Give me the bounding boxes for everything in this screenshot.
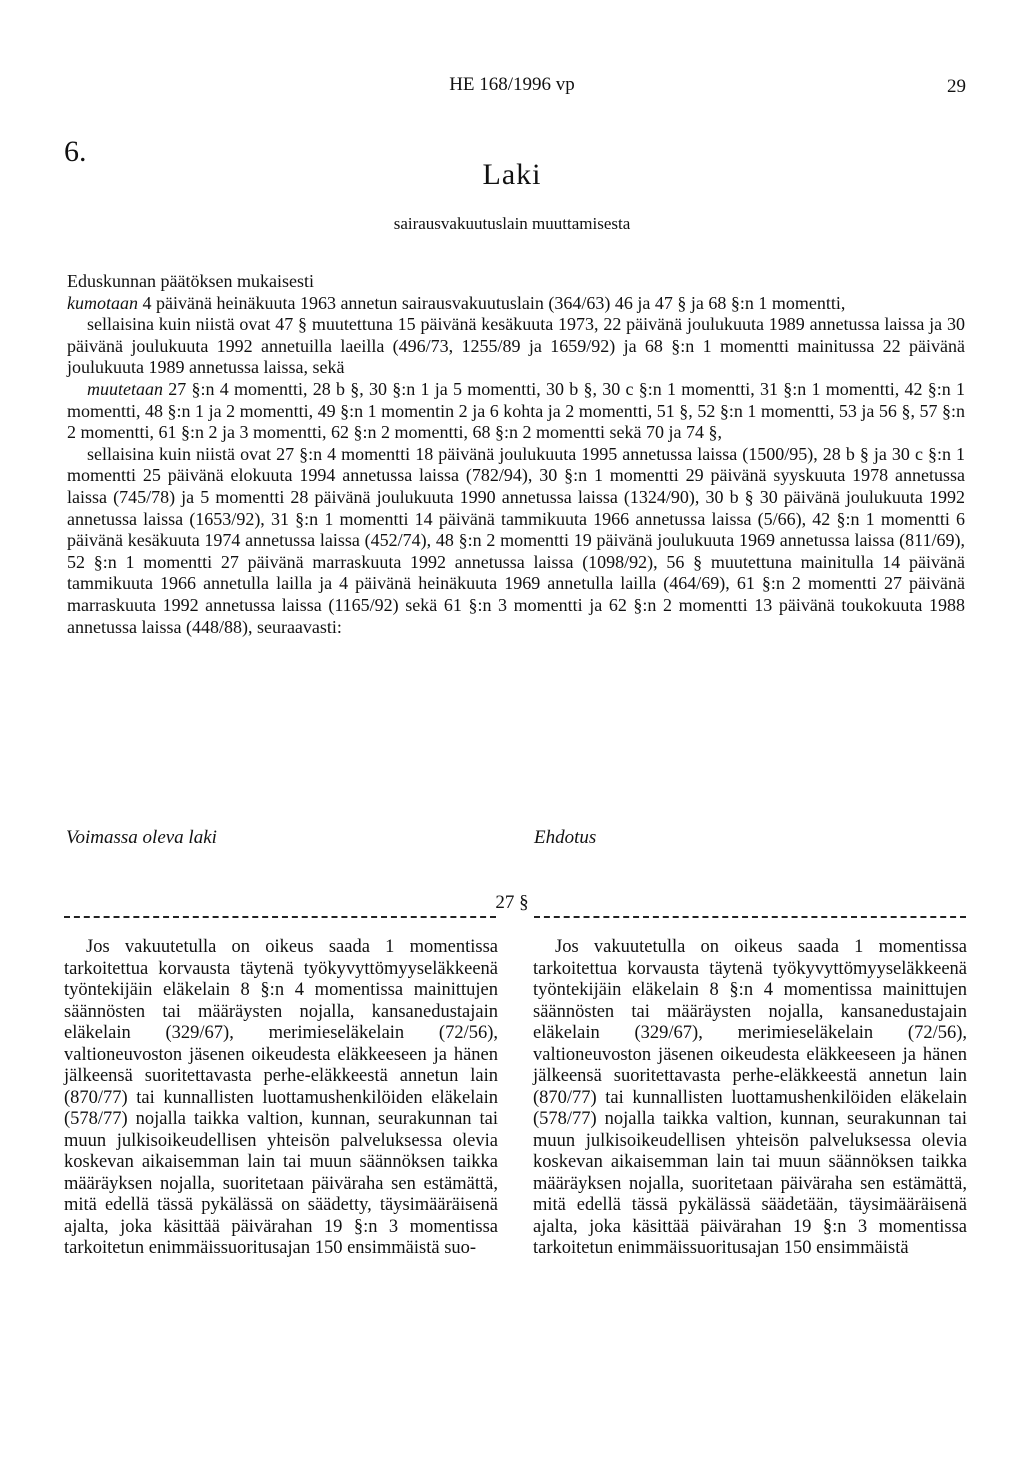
omission-line-left: [64, 916, 496, 918]
section-number: 6.: [64, 135, 87, 168]
repeal-detail: sellaisina kuin niistä ovat 47 § muutettuna 15 päivänä kesäkuuta 1973, 22 päivänä joulukuuta 1989 annetussa laissa ja 30 päivänä joulukuuta 1992 annetuilla laeilla (496/73, 1255/89 ja 1659/92) ja 68 §:n 1 momentti mainitussa 22 päivänä joulukuuta 1989 annetussa laissa, sekä: [67, 314, 965, 378]
law-title: Laki: [482, 158, 542, 191]
preamble-intro: Eduskunnan päätöksen mukaisesti: [67, 271, 314, 291]
amend-paragraph: [67, 379, 965, 444]
amend-keyword: muutetaan: [87, 378, 163, 399]
preamble: [67, 271, 965, 638]
document-id: HE 168/1996 vp: [449, 74, 575, 95]
repeal-keyword: kumotaan: [67, 292, 138, 313]
current-law-heading: Voimassa oleva laki: [66, 827, 217, 848]
proposal-heading: Ehdotus: [534, 827, 597, 848]
current-law-text: Jos vakuutetulla on oikeus saada 1 momentissa tarkoitettua korvausta täytenä työkyvyttömyyseläkkeenä työntekijäin eläkelain 8 §:n 4 momentissa mainittujen säännösten tai määräysten nojalla, kansanedustajain eläkelain (329/67), merimieseläkelain (72/56), valtioneuvoston jäsenen oikeudesta eläkkeeseen ja hänen jälkeensä suoritettavasta perhe-eläkkeestä annetun lain (870/77) tai kunnallisten luottamushenkilöiden eläkelain (578/77) nojalla taikka valtion, kunnan, seurakunnan tai muun julkisoikeudellisen yhteisön palveluksessa olevia koskevan aikaisemman lain tai muun säännöksen taikka määräyksen nojalla, suoritetaan päiväraha sen estämättä, mitä edellä tässä pykälässä on säädetty, täysimääräisenä ajalta, joka käsittää päivärahan 19 §:n 3 momentissa tarkoitetun enimmäissuoritusajan 150 ensimmäistä suo-: [64, 937, 498, 1258]
repeal-paragraph: [67, 293, 965, 315]
law-subtitle: sairausvakuutuslain muuttamisesta: [393, 214, 631, 233]
current-law-column: [64, 937, 498, 1260]
amend-detail: sellaisina kuin niistä ovat 27 §:n 4 momentti 18 päivänä joulukuuta 1995 annetussa laissa (1500/95), 28 b § ja 30 c §:n 1 momentti 25 päivänä elokuuta 1994 annetussa laissa (782/94), 30 §:n 1 momentti 29 päivänä syyskuuta 1978 annetussa laissa (745/78) ja 5 momentti 28 päivänä joulukuuta 1990 annetussa laissa (1324/90), 30 b § 30 päivänä joulukuuta 1992 annetussa laissa (1653/92), 31 §:n 1 momentti 14 päivänä tammikuuta 1966 annetussa laissa (5/66), 42 §:n 1 momentti 6 päivänä kesäkuuta 1974 annetussa laissa (452/74), 48 §:n 2 momentti 19 päivänä joulukuuta 1969 annetussa laissa (811/69), 52 §:n 1 momentti 27 päivänä marraskuuta 1992 annetussa laissa (1098/92), 56 § muutettuna mainitulla 14 päivänä tammikuuta 1966 annetulla lailla ja 4 päivänä heinäkuuta 1969 annetulla lailla (464/69), 61 §:n 2 momentti 27 päivänä marraskuuta 1992 annetussa laissa (1165/92) sekä 61 §:n 3 momentti ja 62 §:n 2 momentti 13 päivänä toukokuuta 1988 annetussa laissa (448/88), seuraavasti:: [67, 443, 965, 637]
proposal-text: Jos vakuutetulla on oikeus saada 1 momentissa tarkoitettua korvausta täytenä työkyvyttömyyseläkkeenä työntekijäin eläkelain 8 §:n 4 momentissa mainittujen säännösten tai määräysten nojalla, kansanedustajain eläkelain (329/67), merimieseläkelain (72/56), valtioneuvoston jäsenen oikeudesta eläkkeeseen ja hänen jälkeensä suoritettavasta perhe-eläkkeestä annetun lain (870/77) tai kunnallisten luottamushenkilöiden eläkelain (578/77) nojalla taikka valtion, kunnan, seurakunnan tai muun julkisoikeudellisen yhteisön palveluksessa olevia koskevan aikaisemman lain tai muun säännöksen taikka määräyksen nojalla, suoritetaan päiväraha sen estämättä, mitä edellä tässä pykälässä säädetään, täysimääräisenä ajalta, joka käsittää päivärahan 19 §:n 3 momentissa tarkoitetun enimmäissuoritusajan 150 ensimmäistä: [533, 937, 967, 1258]
repeal-text: 4 päivänä heinäkuuta 1963 annetun sairausvakuutuslain (364/63) 46 ja 47 § ja 68 §:n 1 momentti,: [138, 292, 846, 313]
page-number: 29: [947, 76, 966, 97]
section-heading: 27 §: [495, 892, 529, 913]
amend-text: 27 §:n 4 momentti, 28 b §, 30 §:n 1 ja 5 momentti, 30 b §, 30 c §:n 1 momentti, 31 §:n 1 momentti, 42 §:n 1 momentti, 48 §:n 1 ja 2 momentti, 49 §:n 1 momentin 2 ja 6 kohta ja 2 momentti, 51 §, 52 §:n 1 momentti, 53 ja 56 §, 57 §:n 2 momentti, 61 §:n 2 ja 3 momentti, 62 §:n 2 momentti, 68 §:n 2 momentti sekä 70 ja 74 §,: [67, 378, 965, 443]
omission-line-right: [534, 916, 966, 918]
proposal-column: [533, 937, 967, 1260]
